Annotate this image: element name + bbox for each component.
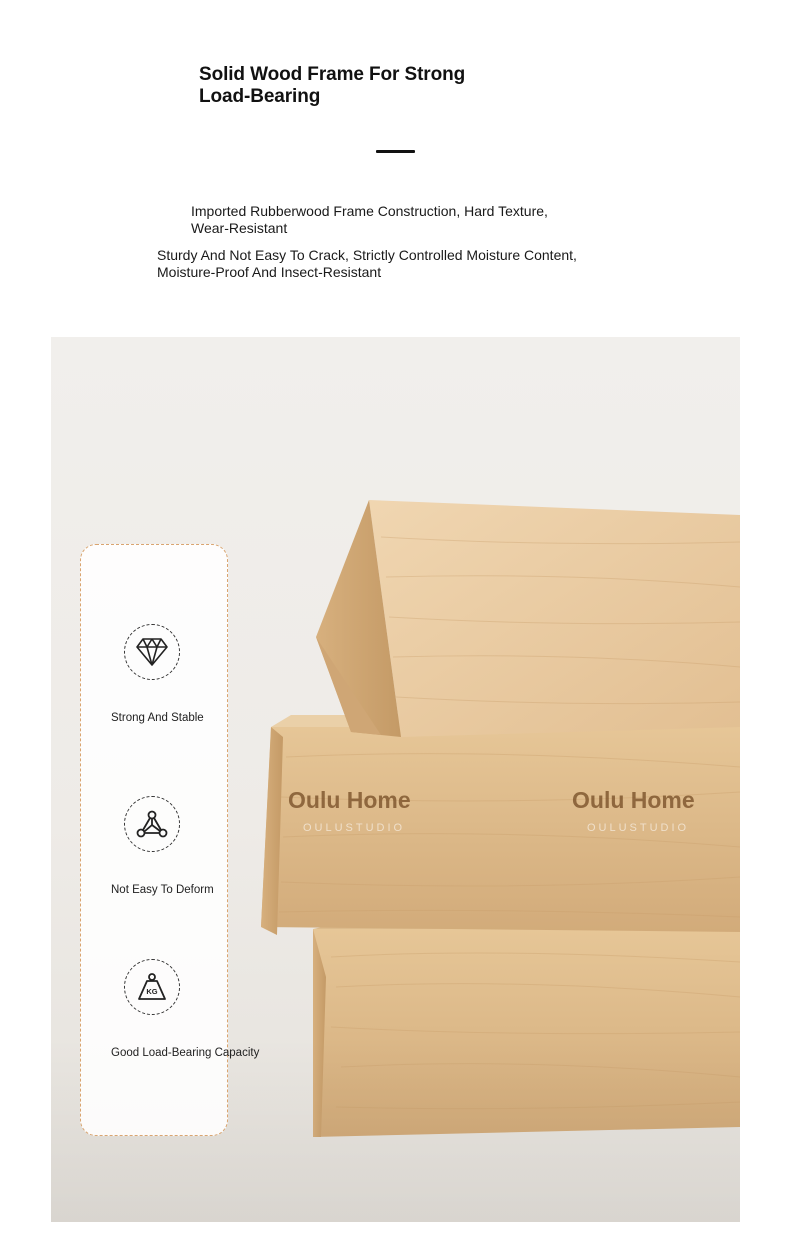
- diamond-icon: [124, 624, 180, 680]
- features-card: [80, 544, 260, 1136]
- description-2-line-a: Sturdy And Not Easy To Crack, Strictly Controlled Moisture Content,: [157, 247, 577, 263]
- watermark-brand-1: Oulu Home: [288, 787, 411, 813]
- feature-label: Strong And Stable: [111, 712, 204, 724]
- title-line-2: Load-Bearing: [199, 86, 321, 107]
- title-line-1: Solid Wood Frame For Strong: [199, 64, 466, 85]
- svg-text:KG: KG: [146, 987, 158, 996]
- description-2-line-b: Moisture-Proof And Insect-Resistant: [157, 264, 382, 280]
- feature-label: Not Easy To Deform: [111, 884, 214, 896]
- watermark-sub-2: OULUSTUDIO: [587, 822, 690, 834]
- feature-label: Good Load-Bearing Capacity: [111, 1047, 260, 1059]
- description-2: [157, 247, 637, 281]
- title-divider: [376, 150, 415, 153]
- watermark-brand-2: Oulu Home: [572, 787, 695, 813]
- watermark-sub-1: OULUSTUDIO: [303, 822, 406, 834]
- kg-weight-icon: [124, 959, 180, 1015]
- description-1-line-a: Imported Rubberwood Frame Construction, Hard Texture,: [191, 203, 548, 219]
- description-1-line-b: Wear-Resistant: [191, 220, 288, 236]
- triangle-link-icon: [124, 796, 180, 852]
- section-title: [199, 64, 559, 108]
- description-1: [191, 203, 611, 237]
